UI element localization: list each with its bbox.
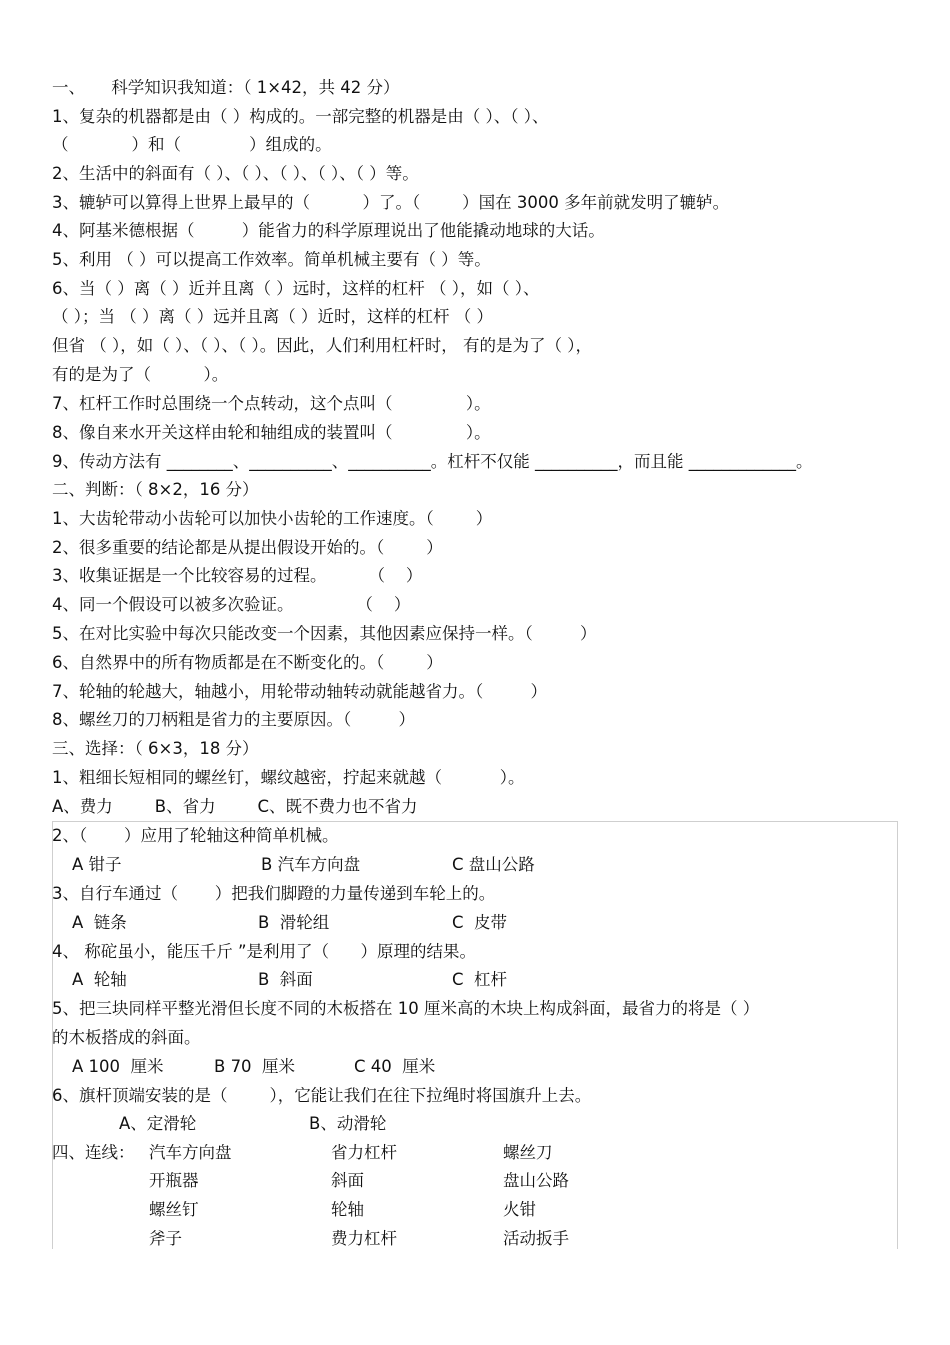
- question-6-line-1: 6、当（ ）离（ ）近并且离（ ）远时，这样的杠杆 （ ），如（ ）、: [52, 279, 540, 298]
- choice-3-option-b: B 滑轮组: [258, 913, 330, 932]
- judge-item-3: 3、收集证据是一个比较容易的过程。 （ ）: [52, 566, 423, 585]
- choice-2-option-c: C 盘山公路: [452, 855, 535, 874]
- choice-2: 2、（ ）应用了轮轴这种简单机械。: [52, 826, 339, 845]
- question-4: 4、阿基米德根据（ ）能省力的科学原理说出了他能撬动地球的大话。: [52, 221, 605, 240]
- question-3: 3、辘轳可以算得上世界上最早的（ ）了。（ ）国在 3000 多年前就发明了辘轳。: [52, 193, 730, 212]
- question-6-line-2: （ ）；当 （ ）离（ ）远并且离（ ）近时，这样的杠杆 （ ）: [52, 307, 493, 326]
- match-left-1: 汽车方向盘: [149, 1143, 232, 1162]
- match-right-3: 火钳: [503, 1200, 536, 1219]
- match-left-2: 开瓶器: [149, 1171, 199, 1190]
- question-6-line-3: 但省 （ ），如（ ）、（ ）、（ ）。因此，人们利用杠杆时， 有的是为了（ ），: [52, 336, 592, 355]
- match-middle-4: 费力杠杆: [331, 1229, 397, 1248]
- section1-heading: 一、 科学知识我知道：（ 1×42，共 42 分）: [52, 78, 400, 97]
- choice-5-option-c: C 40 厘米: [354, 1057, 436, 1076]
- match-middle-2: 斜面: [331, 1171, 364, 1190]
- judge-item-5: 5、在对比实验中每次只能改变一个因素，其他因素应保持一样。（ ）: [52, 624, 597, 643]
- choice-6-option-b: B、动滑轮: [309, 1114, 387, 1133]
- choice-3-option-c: C 皮带: [452, 913, 508, 932]
- choice-4-option-c: C 杠杆: [452, 970, 508, 989]
- judge-item-8: 8、螺丝刀的刀柄粗是省力的主要原因。（ ）: [52, 710, 415, 729]
- section2-heading: 二、判断：（ 8×2，16 分）: [52, 480, 259, 499]
- choice-4: 4、 称砣虽小，能压千斤 ”是利用了（ ）原理的结果。: [52, 942, 477, 961]
- match-left-3: 螺丝钉: [149, 1200, 199, 1219]
- box-top-border: [52, 821, 898, 822]
- box-right-border: [897, 821, 898, 1249]
- match-middle-3: 轮轴: [331, 1200, 364, 1219]
- choice-3: 3、自行车通过（ ）把我们脚蹬的力量传递到车轮上的。: [52, 884, 496, 903]
- judge-item-7: 7、轮轴的轮越大，轴越小，用轮带动轴转动就能越省力。（ ）: [52, 682, 547, 701]
- question-2: 2、生活中的斜面有（ ）、（ ）、（ ）、（ ）、（ ）等。: [52, 164, 419, 183]
- choice-4-option-a: A 轮轴: [72, 970, 127, 989]
- judge-item-6: 6、自然界中的所有物质都是在不断变化的。（ ）: [52, 653, 443, 672]
- match-right-1: 螺丝刀: [503, 1143, 553, 1162]
- choice-5-line-2: 的木板搭成的斜面。: [52, 1028, 201, 1047]
- choice-6-option-a: A、定滑轮: [119, 1114, 197, 1133]
- judge-item-1: 1、大齿轮带动小齿轮可以加快小齿轮的工作速度。（ ）: [52, 509, 493, 528]
- choice-3-option-a: A 链条: [72, 913, 127, 932]
- choice-6: 6、旗杆顶端安装的是（ ），它能让我们在往下拉绳时将国旗升上去。: [52, 1086, 592, 1105]
- match-left-4: 斧子: [149, 1229, 182, 1248]
- choice-4-option-b: B 斜面: [258, 970, 313, 989]
- section4-heading: 四、连线：: [52, 1143, 135, 1162]
- judge-item-2: 2、很多重要的结论都是从提出假设开始的。（ ）: [52, 538, 443, 557]
- question-1-line-1: 1、复杂的机器都是由（ ）构成的。一部完整的机器是由（ ）、（ ）、: [52, 107, 549, 126]
- choice-2-option-a: A 钳子: [72, 855, 122, 874]
- choice-1: 1、粗细长短相同的螺丝钉，螺纹越密，拧起来就越（ ）。: [52, 768, 525, 787]
- choice-5-option-b: B 70 厘米: [214, 1057, 296, 1076]
- section3-heading: 三、选择：（ 6×3，18 分）: [52, 739, 259, 758]
- question-1-line-2: （ ）和（ ）组成的。: [52, 135, 332, 154]
- question-8: 8、像自来水开关这样由轮和轴组成的装置叫（ ）。: [52, 423, 491, 442]
- match-middle-1: 省力杠杆: [331, 1143, 397, 1162]
- judge-item-4: 4、同一个假设可以被多次验证。 （ ）: [52, 595, 411, 614]
- choice-5-option-a: A 100 厘米: [72, 1057, 164, 1076]
- match-right-2: 盘山公路: [503, 1171, 569, 1190]
- choice-2-option-b: B 汽车方向盘: [261, 855, 361, 874]
- question-6-line-4: 有的是为了（ ）。: [52, 365, 229, 384]
- question-9: 9、传动方法有 ________、__________、__________。杠杆不仅能 __________，而且能 _____________。: [52, 452, 813, 471]
- choice-5-line-1: 5、把三块同样平整光滑但长度不同的木板搭在 10 厘米高的木块上构成斜面，最省力的将是（ ）: [52, 999, 760, 1018]
- question-5: 5、利用 （ ）可以提高工作效率。简单机械主要有（ ）等。: [52, 250, 491, 269]
- match-right-4: 活动扳手: [503, 1229, 569, 1248]
- question-7: 7、杠杆工作时总围绕一个点转动，这个点叫（ ）。: [52, 394, 491, 413]
- choice-1-options: A、费力 B、省力 C、既不费力也不省力: [52, 797, 418, 816]
